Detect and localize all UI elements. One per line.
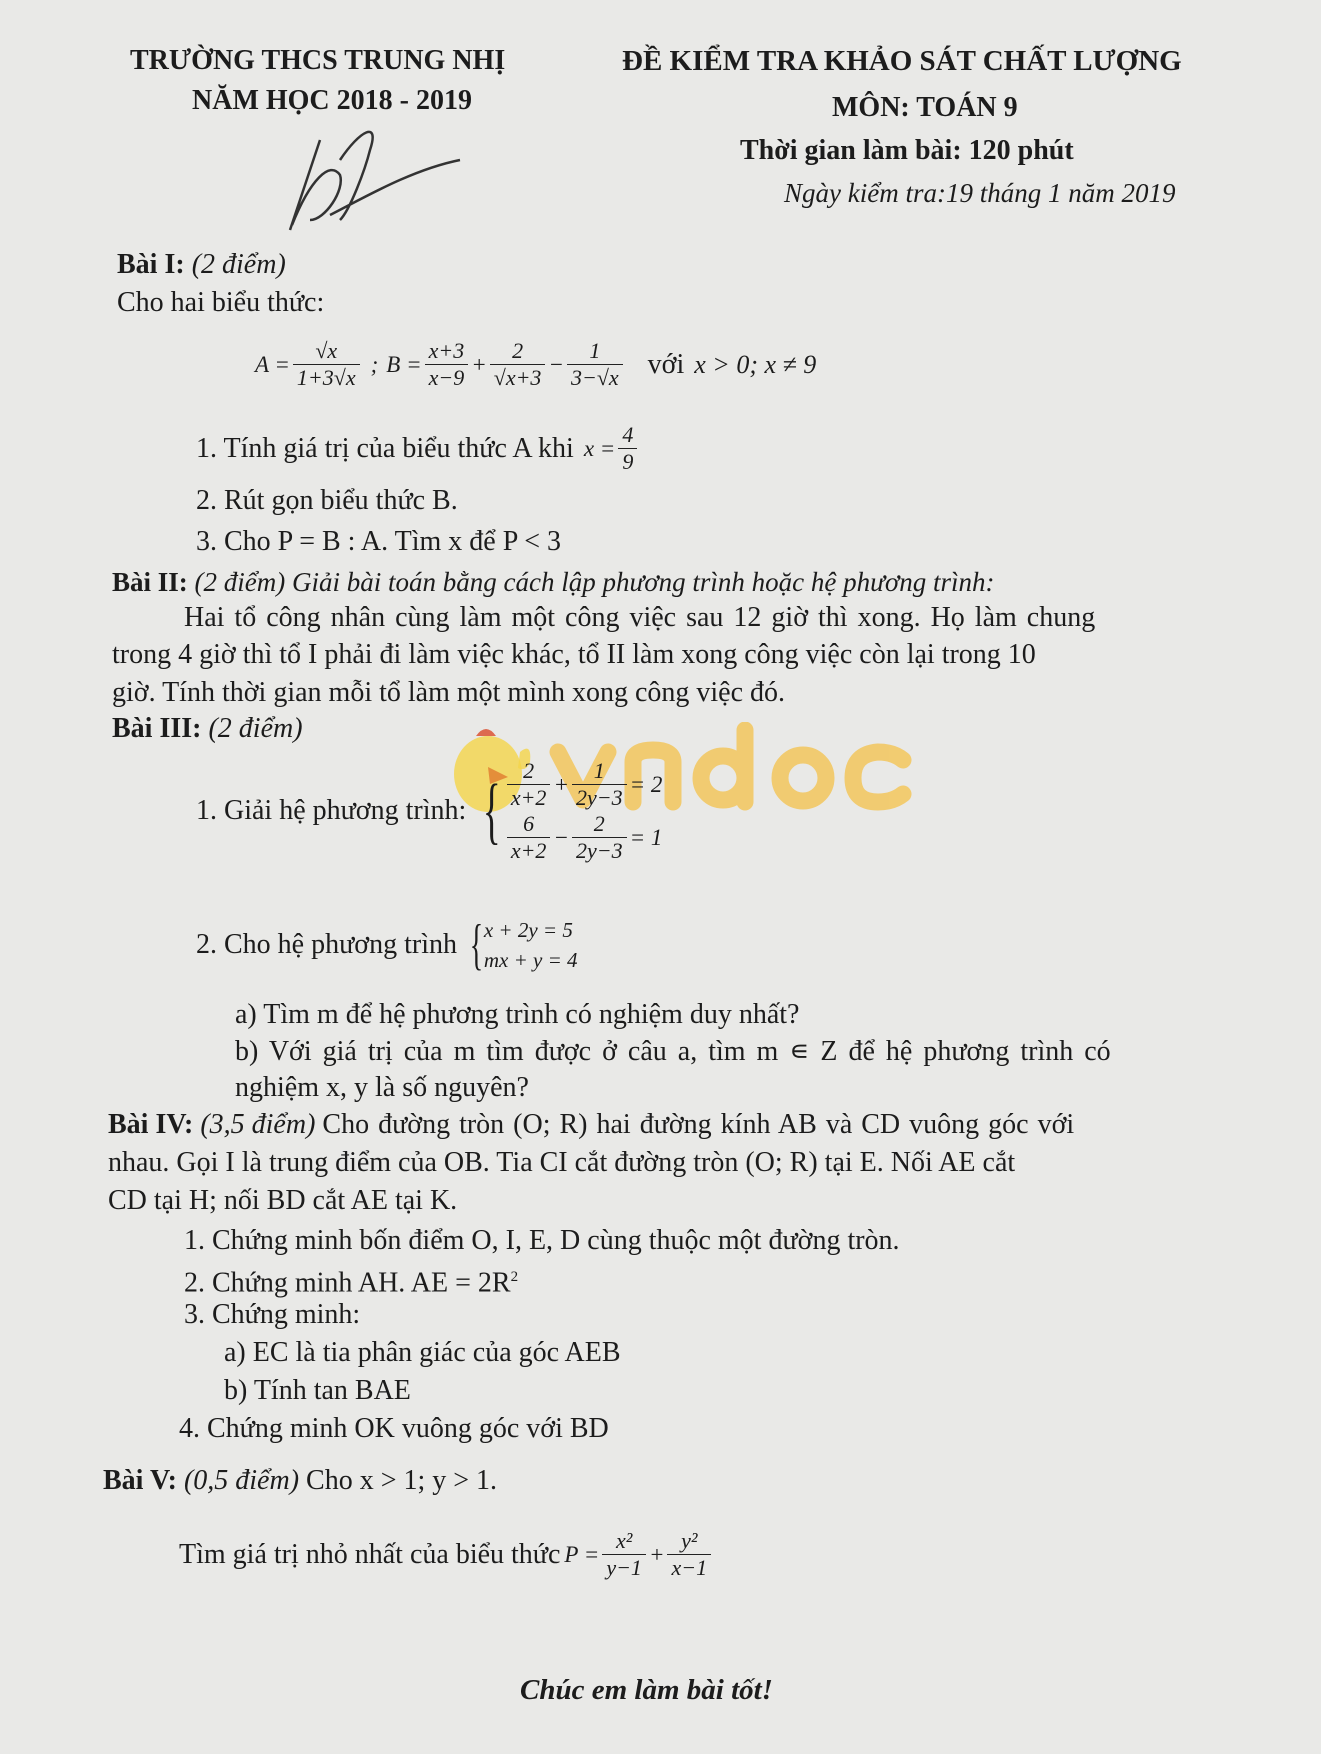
fraction-a xyxy=(293,338,360,391)
exam-subject: MÔN: TOÁN 9 xyxy=(832,92,1018,123)
exam-title: ĐỀ KIỂM TRA KHẢO SÁT CHẤT LƯỢNG xyxy=(622,45,1182,77)
bai5-points: (0,5 điểm) xyxy=(183,1465,300,1496)
bai2-title: Bài II: xyxy=(112,567,188,597)
numerator: 4 xyxy=(622,422,634,447)
bai1-points: (2 điểm) xyxy=(191,249,286,280)
numerator: √x xyxy=(315,338,338,363)
bai2-line: trong 4 giờ thì tổ I phải đi làm việc khác, tổ II làm xong công việc còn lại trong 10 xyxy=(112,639,1036,670)
formula-a-lhs: A = xyxy=(255,351,290,377)
equation-row: mx + y = 4 xyxy=(483,948,578,972)
bai4-line: Cho đường tròn (O; R) hai đường kính AB và CD vuông góc với xyxy=(322,1109,1075,1140)
operator: + xyxy=(471,351,487,377)
bai3-qb-cont: nghiệm x, y là số nguyên? xyxy=(235,1072,529,1103)
denominator: √x+3 xyxy=(490,364,546,391)
bai4-q1: 1. Chứng minh bốn điểm O, I, E, D cùng thuộc một đường tròn. xyxy=(184,1225,900,1256)
closing-message: Chúc em làm bài tốt! xyxy=(520,1674,773,1706)
numerator: x² xyxy=(615,1528,633,1553)
exam-duration: Thời gian làm bài: 120 phút xyxy=(740,135,1074,166)
bai4-q3a: a) EC là tia phân giác của góc AEB xyxy=(224,1337,621,1368)
denominator: x−9 xyxy=(425,364,469,391)
school-year: NĂM HỌC 2018 - 2019 xyxy=(192,85,472,116)
fraction-b2 xyxy=(490,338,546,391)
bai2-line: giờ. Tính thời gian mỗi tổ làm một mình xong công việc đó. xyxy=(112,677,786,708)
numerator: 1 xyxy=(593,758,605,783)
bai5-intro: Cho x > 1; y > 1. xyxy=(306,1465,498,1496)
signature xyxy=(270,120,470,240)
operator: − xyxy=(553,824,569,850)
question-text: 1. Giải hệ phương trình: xyxy=(196,795,467,826)
bai4-line: CD tại H; nối BD cắt AE tại K. xyxy=(108,1185,458,1216)
equation-row xyxy=(504,811,663,864)
bai4-points: (3,5 điểm) xyxy=(200,1109,316,1140)
question-text: 2. Chứng minh AH. AE = 2R xyxy=(184,1267,511,1299)
denominator: 2y−3 xyxy=(572,784,627,811)
numerator: 6 xyxy=(523,811,535,836)
condition-word: với xyxy=(647,348,685,380)
bai4-q2 xyxy=(184,1260,518,1300)
question-text: 2. Cho hệ phương trình xyxy=(196,929,457,960)
denominator: 2y−3 xyxy=(572,837,627,864)
fraction-b1 xyxy=(425,338,469,391)
bai5-title: Bài V: xyxy=(103,1465,177,1496)
question-text: Tìm giá trị nhỏ nhất của biểu thức xyxy=(179,1538,561,1570)
bai1-q3: 3. Cho P = B : A. Tìm x để P < 3 xyxy=(196,526,562,557)
fraction-four-ninths xyxy=(618,422,637,475)
bai1-heading xyxy=(117,248,286,282)
numerator: x+3 xyxy=(428,338,465,363)
denominator: x+2 xyxy=(507,784,551,811)
bai5-task xyxy=(179,1528,714,1581)
bai4-title: Bài IV: xyxy=(108,1109,194,1140)
denominator: 9 xyxy=(618,448,637,475)
bai2-heading xyxy=(112,565,994,599)
formula-b-lhs: B = xyxy=(386,351,422,377)
bai3-qb: b) Với giá trị của m tìm được ở câu a, tìm m ∊ Z để hệ phương trình có xyxy=(235,1036,1111,1067)
denominator: 1+3√x xyxy=(293,364,360,391)
bai1-q1 xyxy=(196,422,640,475)
exam-date: Ngày kiểm tra:19 tháng 1 năm 2019 xyxy=(784,178,1176,208)
operator: + xyxy=(648,1541,665,1567)
operator: − xyxy=(548,351,564,377)
numerator: 2 xyxy=(593,811,605,836)
fraction-b3 xyxy=(567,338,623,391)
brace-icon: { xyxy=(469,914,484,976)
bai2-instruction: Giải bài toán bằng cách lập phương trình hoặc hệ phương trình: xyxy=(292,567,995,597)
bai4-line: nhau. Gọi I là trung điểm của OB. Tia CI cắt đường tròn (O; R) tại E. Nối AE cắt xyxy=(108,1147,1016,1178)
equation-row: x + 2y = 5 xyxy=(483,918,573,942)
question-text: 1. Tính giá trị của biểu thức A khi xyxy=(196,432,574,464)
rhs: = 1 xyxy=(629,824,663,850)
bai1-q2: 2. Rút gọn biểu thức B. xyxy=(196,485,458,516)
bai2-points: (2 điểm) xyxy=(194,567,286,597)
equation-system-2 xyxy=(463,915,578,975)
q1-lhs: x = xyxy=(583,435,616,461)
p-lhs: P = xyxy=(564,1541,600,1567)
bai3-qa: a) Tìm m để hệ phương trình có nghiệm duy nhất? xyxy=(235,999,800,1030)
condition: x > 0; x ≠ 9 xyxy=(694,349,817,379)
numerator: 2 xyxy=(523,758,535,783)
bai1-formula xyxy=(255,338,816,391)
bai3-title: Bài III: xyxy=(112,713,202,744)
denominator: x+2 xyxy=(507,837,551,864)
numerator: y² xyxy=(681,1528,698,1553)
bai4-q3b: b) Tính tan BAE xyxy=(224,1375,411,1406)
operator: + xyxy=(553,771,569,797)
bai2-line: Hai tổ công nhân cùng làm một công việc sau 12 giờ thì xong. Họ làm chung xyxy=(184,602,1096,633)
school-name: TRƯỜNG THCS TRUNG NHỊ xyxy=(130,45,506,76)
bai1-intro: Cho hai biểu thức: xyxy=(117,287,325,318)
rhs: = 2 xyxy=(629,771,663,797)
bai3-heading xyxy=(112,712,303,746)
denominator: x−1 xyxy=(667,1554,711,1581)
equation-row xyxy=(504,758,663,811)
equation-system-1 xyxy=(474,758,662,864)
bai3-q1 xyxy=(196,758,662,864)
bai3-q2 xyxy=(196,915,578,975)
numerator: 1 xyxy=(589,338,601,363)
bai5-heading xyxy=(103,1464,497,1498)
bai1-title: Bài I: xyxy=(117,249,185,280)
bai3-points: (2 điểm) xyxy=(208,713,303,744)
bai4-q3: 3. Chứng minh: xyxy=(184,1299,361,1330)
numerator: 2 xyxy=(512,338,524,363)
superscript: 2 xyxy=(510,1269,519,1285)
bai4-q4: 4. Chứng minh OK vuông góc với BD xyxy=(179,1413,609,1444)
brace-icon: { xyxy=(483,770,501,852)
denominator: 3−√x xyxy=(567,364,623,391)
formula-separator: ; xyxy=(370,351,379,377)
denominator: y−1 xyxy=(602,1554,646,1581)
bai4-heading xyxy=(108,1108,1074,1142)
